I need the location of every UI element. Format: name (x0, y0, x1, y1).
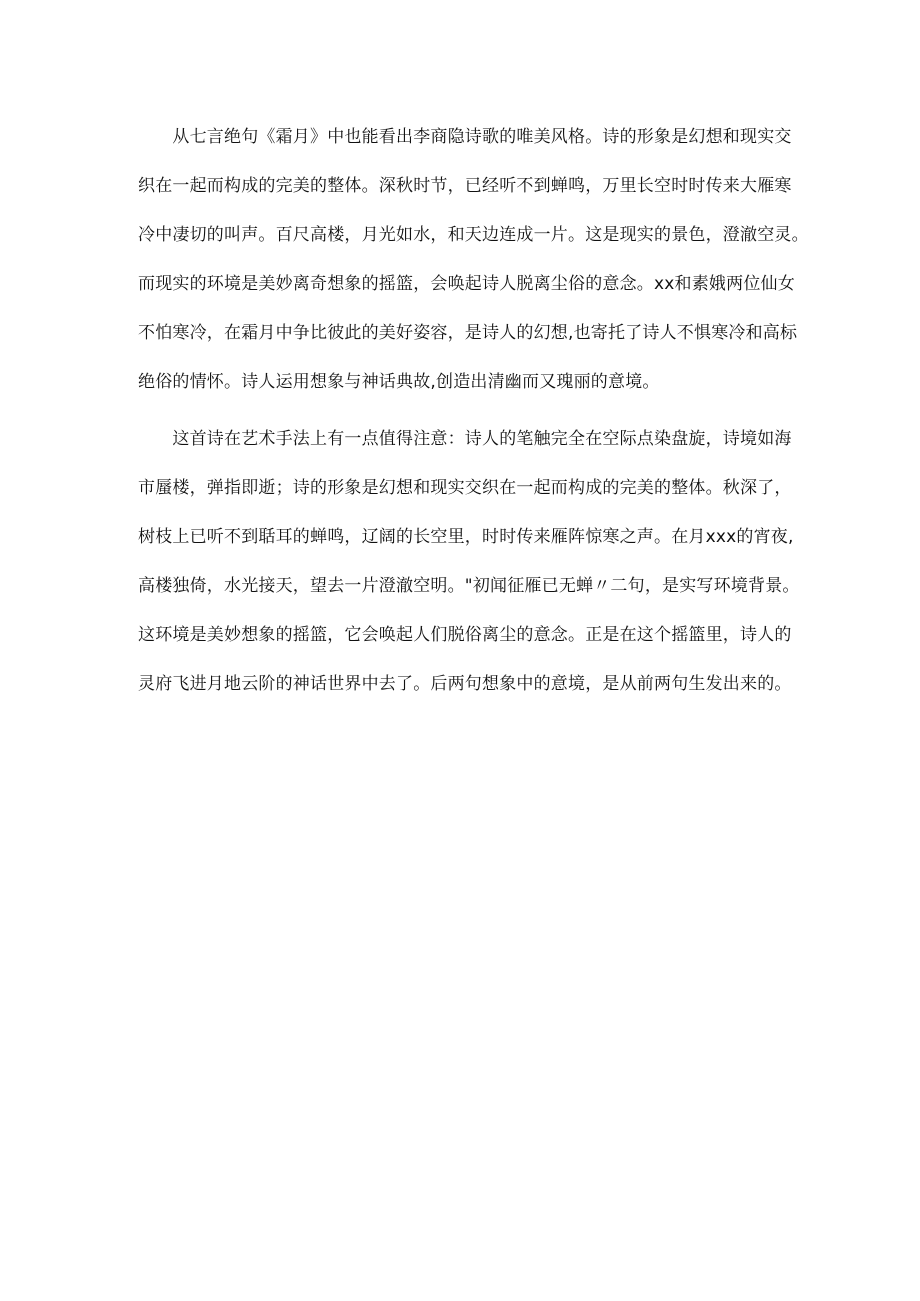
paragraph-line: 树枝上已听不到聒耳的蝉鸣，辽阔的长空里，时时传来雁阵惊寒之声。在月xxx的宵夜, (138, 527, 794, 547)
paragraph-line: 高楼独倚，水光接天，望去一片澄澈空明。"初闻征雁已无蝉〃二句，是实写环境背景。 (138, 576, 800, 596)
paragraph-line: 这首诗在艺术手法上有一点值得注意：诗人的笔触完全在空际点染盘旋，诗境如海 (138, 429, 792, 449)
paragraph-line: 绝俗的情怀。诗人运用想象与神话典故,创造出清幽而又瑰丽的意境。 (138, 372, 660, 392)
paragraph-line: 从七言绝句《霜月》中也能看出李商隐诗歌的唯美风格。诗的形象是幻想和现实交 (138, 127, 792, 147)
paragraph-1 (138, 118, 809, 412)
document-body (138, 118, 809, 714)
paragraph-line: 冷中凄切的叫声。百尺高楼，月光如水，和天边连成一片。这是现实的景色，澄澈空灵。 (138, 225, 809, 245)
paragraph-line: 而现实的环境是美妙离奇想象的摇篮，会唤起诗人脱离尘俗的意念。xx和素娥两位仙女 (138, 274, 795, 294)
paragraph-2 (138, 420, 798, 714)
paragraph-line: 不怕寒冷，在霜月中争比彼此的美好姿容，是诗人的幻想,也寄托了诗人不惧寒冷和高标 (138, 323, 798, 343)
paragraph-spacer (138, 412, 798, 420)
paragraph-line: 市蜃楼，弹指即逝；诗的形象是幻想和现实交织在一起而构成的完美的整体。秋深了， (138, 478, 792, 498)
paragraph-line: 织在一起而构成的完美的整体。深秋时节，已经听不到蝉鸣，万里长空时时传来大雁寒 (138, 176, 792, 196)
paragraph-line: 这环境是美妙想象的摇篮，它会唤起人们脱俗离尘的意念。正是在这个摇篮里，诗人的 (138, 625, 792, 645)
paragraph-line: 灵府飞进月地云阶的神话世界中去了。后两句想象中的意境，是从前两句生发出来的。 (138, 674, 792, 694)
